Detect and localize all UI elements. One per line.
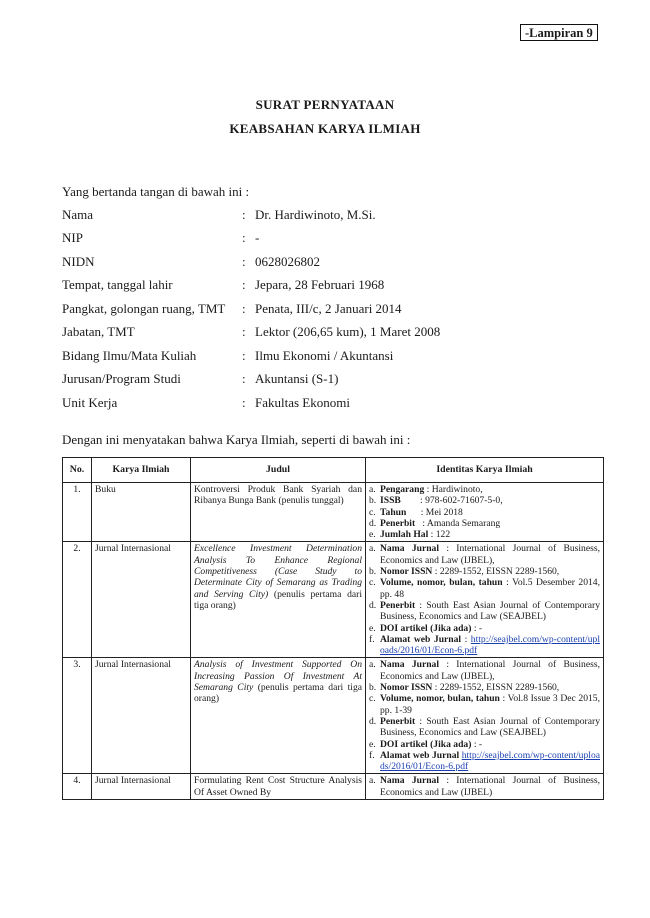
- identity-item: [369, 529, 600, 540]
- cell-identity: [366, 483, 604, 542]
- identity-sep: :: [471, 622, 479, 634]
- identity-item: [369, 518, 600, 529]
- identity-label: Bidang Ilmu/Mata Kuliah: [62, 347, 197, 363]
- identity-val: -: [478, 738, 483, 750]
- document-subtitle: KEABSAHAN KARYA ILMIAH: [229, 121, 421, 136]
- identity-sep: :: [432, 682, 440, 694]
- identity-row: [62, 344, 440, 368]
- cell-type: Jurnal Internasional: [92, 774, 191, 800]
- item-letter: a.: [369, 543, 376, 555]
- identity-colon: :: [242, 206, 246, 222]
- identity-sep: :: [415, 715, 427, 727]
- identity-row: [62, 297, 440, 321]
- identity-list: [62, 203, 440, 415]
- identity-label: Pangkat, golongan ruang, TMT: [62, 300, 226, 316]
- identity-val: International Journal of Business, Economics and Law (IJBEL),: [380, 543, 600, 566]
- identity-sep: :: [424, 484, 432, 495]
- header-no: No.: [63, 458, 92, 483]
- table-row: [63, 658, 604, 774]
- identity-colon: :: [242, 347, 246, 363]
- identity-key: Volume, nomor, bulan, tahun: [380, 577, 503, 589]
- identity-sep: :: [439, 659, 457, 671]
- identity-label: Unit Kerja: [62, 394, 118, 410]
- identity-row: [62, 203, 440, 227]
- works-table: [62, 457, 604, 800]
- item-letter: e.: [369, 529, 376, 541]
- identity-key: Nama Jurnal: [380, 543, 440, 555]
- identity-sep: :: [428, 529, 436, 541]
- item-letter: f.: [369, 633, 375, 645]
- journal-link[interactable]: http://seajbel.com/wp-content/uploads/2016/01/Econ-6.pdf: [380, 633, 600, 657]
- identity-colon: :: [242, 371, 246, 387]
- identity-sep: :: [415, 517, 427, 529]
- cell-type: Jurnal Internasional: [92, 658, 191, 774]
- document-title: SURAT PERNYATAAN: [255, 97, 395, 112]
- identity-item: [369, 682, 600, 693]
- identity-key: Alamat web Jurnal: [380, 633, 462, 645]
- title-plain: Formulating Rent Cost Structure Analysis Of Asset Owned By: [194, 775, 362, 798]
- identity-label: NIP: [62, 230, 83, 246]
- cell-no: 3.: [63, 658, 92, 774]
- cell-identity: [366, 774, 604, 800]
- identity-label: NIDN: [62, 253, 95, 269]
- identity-val: South East Asian Journal of Contemporary Business, Economics and Law (SEAJBEL): [380, 715, 601, 739]
- table-row: [63, 483, 604, 542]
- identity-val: International Journal of Business, Economics and Law (IJBEL): [380, 775, 600, 798]
- item-letter: c.: [369, 693, 376, 705]
- title-plain: (penulis pertama dari tiga orang): [194, 588, 362, 611]
- identity-item: [369, 659, 600, 682]
- intro-text: Yang bertanda tangan di bawah ini :: [62, 184, 250, 199]
- identity-val: 978-602-71607-5-0,: [425, 495, 503, 507]
- identity-val: 2289-1552, EISSN 2289-1560,: [439, 566, 560, 578]
- identity-key: Penerbit: [380, 599, 416, 611]
- identity-value: Ilmu Ekonomi / Akuntansi: [255, 347, 394, 363]
- identity-val: Vol.8 Issue 3 Dec 2015, pp. 1-39: [380, 693, 600, 716]
- identity-value: -: [255, 230, 260, 246]
- cell-identity: [366, 542, 604, 658]
- statement-text: Dengan ini menyatakan bahwa Karya Ilmiah, seperti di bawah ini :: [62, 432, 411, 447]
- item-letter: b.: [369, 682, 377, 694]
- identity-key: Jumlah Hal: [380, 529, 429, 541]
- identity-sep: :: [439, 543, 457, 555]
- item-letter: a.: [369, 484, 376, 495]
- identity-val: Vol.5 Desember 2014, pp. 48: [380, 577, 600, 600]
- identity-key: Nomor ISSN: [380, 566, 433, 578]
- cell-no: 2.: [63, 542, 92, 658]
- identity-sep: :: [406, 506, 426, 518]
- identity-key: Penerbit: [380, 517, 416, 529]
- identity-row: [62, 368, 440, 392]
- identity-colon: :: [242, 230, 246, 246]
- identity-value: Lektor (206,65 kum), 1 Maret 2008: [255, 324, 441, 340]
- identity-sep: :: [499, 693, 508, 705]
- header-identity: Identitas Karya Ilmiah: [366, 458, 604, 483]
- cell-type: Buku: [92, 483, 191, 542]
- identity-key: Tahun: [380, 506, 407, 518]
- identity-val: Hardiwinoto,: [431, 484, 483, 495]
- identity-sep: :: [502, 577, 513, 589]
- item-letter: d.: [369, 715, 377, 727]
- table-row: [63, 542, 604, 658]
- identity-sep: :: [461, 633, 471, 645]
- item-letter: d.: [369, 517, 377, 529]
- cell-no: 4.: [63, 774, 92, 800]
- identity-sep: :: [432, 566, 440, 578]
- cell-title: [191, 542, 366, 658]
- identity-value: Dr. Hardiwinoto, M.Si.: [255, 206, 376, 222]
- identity-item: [369, 566, 600, 577]
- identity-val: 2289-1552, EISSN 2289-1560,: [439, 682, 560, 694]
- identity-row: [62, 250, 440, 274]
- identity-val: South East Asian Journal of Contemporary Business, Economics and Law (SEAJBEL): [380, 599, 601, 623]
- identity-value: Akuntansi (S-1): [255, 371, 339, 387]
- identity-item: [369, 634, 600, 657]
- item-letter: c.: [369, 577, 376, 589]
- identity-label: Jabatan, TMT: [62, 324, 135, 340]
- header-title: Judul: [191, 458, 366, 483]
- table-row: [63, 774, 604, 800]
- title-italic: Analysis of Investment Supported On Increasing Passion Of Investment At Semarang City: [194, 659, 362, 694]
- identity-value: Jepara, 28 Februari 1968: [255, 277, 385, 293]
- identity-val: 122: [435, 529, 451, 541]
- identity-value: 0628026802: [255, 253, 320, 269]
- title-plain: (penulis pertama dari tiga orang): [194, 682, 362, 705]
- identity-item: [369, 577, 600, 600]
- cell-type: Jurnal Internasional: [92, 542, 191, 658]
- journal-link[interactable]: http://seajbel.com/wp-content/uploads/2016/01/Econ-6.pdf: [380, 749, 600, 773]
- title-plain: Kontroversi Produk Bank Syariah dan Ribanya Bunga Bank (penulis tunggal): [194, 484, 362, 507]
- cell-no: 1.: [63, 483, 92, 542]
- identity-colon: :: [242, 324, 246, 340]
- item-letter: f.: [369, 749, 375, 761]
- table-header-row: [63, 458, 604, 483]
- item-letter: d.: [369, 599, 377, 611]
- identity-val: Mei 2018: [425, 506, 463, 518]
- identity-row: [62, 227, 440, 251]
- identity-value: Fakultas Ekonomi: [255, 394, 350, 410]
- identity-key: Nomor ISSN: [380, 682, 433, 694]
- identity-item: [369, 693, 600, 716]
- item-letter: a.: [369, 659, 376, 671]
- identity-colon: :: [242, 253, 246, 269]
- identity-colon: :: [242, 277, 246, 293]
- identity-label: Jurusan/Program Studi: [62, 371, 181, 387]
- identity-row: [62, 274, 440, 298]
- identity-item: [369, 600, 600, 623]
- item-letter: e.: [369, 738, 376, 750]
- identity-item: [369, 750, 600, 773]
- identity-row: [62, 321, 440, 345]
- identity-key: Nama Jurnal: [380, 775, 440, 787]
- identity-item: [369, 716, 600, 739]
- identity-colon: :: [242, 300, 246, 316]
- identity-key: DOI artikel (Jika ada): [380, 622, 472, 634]
- identity-sep: :: [400, 495, 426, 507]
- identity-item: [369, 507, 600, 518]
- identity-sep: :: [439, 775, 457, 787]
- identity-item: [369, 623, 600, 634]
- item-letter: a.: [369, 775, 376, 787]
- header-type: Karya Ilmiah: [92, 458, 191, 483]
- identity-key: Alamat web Jurnal: [380, 749, 460, 761]
- identity-key: Pengarang: [380, 484, 425, 495]
- identity-val: -: [478, 622, 483, 634]
- identity-label: Tempat, tanggal lahir: [62, 277, 173, 293]
- identity-sep: :: [415, 599, 427, 611]
- item-letter: b.: [369, 495, 377, 507]
- identity-key: Nama Jurnal: [380, 659, 440, 671]
- identity-item: [369, 495, 600, 506]
- identity-row: [62, 391, 440, 415]
- identity-key: DOI artikel (Jika ada): [380, 738, 472, 750]
- identity-key: Penerbit: [380, 715, 416, 727]
- item-letter: c.: [369, 506, 376, 518]
- item-letter: e.: [369, 622, 376, 634]
- identity-label: Nama: [62, 206, 94, 222]
- identity-item: [369, 739, 600, 750]
- identity-item: [369, 543, 600, 566]
- identity-item: [369, 484, 600, 495]
- cell-title: [191, 658, 366, 774]
- title-italic: Excellence Investment Determination Analysis To Enhance Regional Competitiveness (Case Study to Determinate City of Semarang as Trading and Serving City): [194, 543, 362, 600]
- identity-val: International Journal of Business, Economics and Law (IJBEL),: [380, 659, 600, 682]
- identity-val: Amanda Semarang: [426, 517, 501, 529]
- cell-title: [191, 483, 366, 542]
- identity-key: ISSB: [380, 495, 401, 507]
- cell-title: [191, 774, 366, 800]
- identity-item: [369, 775, 600, 798]
- cell-identity: [366, 658, 604, 774]
- identity-key: Volume, nomor, bulan, tahun: [380, 693, 500, 705]
- identity-colon: :: [242, 394, 246, 410]
- item-letter: b.: [369, 566, 377, 578]
- identity-value: Penata, III/c, 2 Januari 2014: [255, 300, 402, 316]
- attachment-label: -Lampiran 9: [520, 24, 598, 41]
- identity-sep: :: [471, 738, 479, 750]
